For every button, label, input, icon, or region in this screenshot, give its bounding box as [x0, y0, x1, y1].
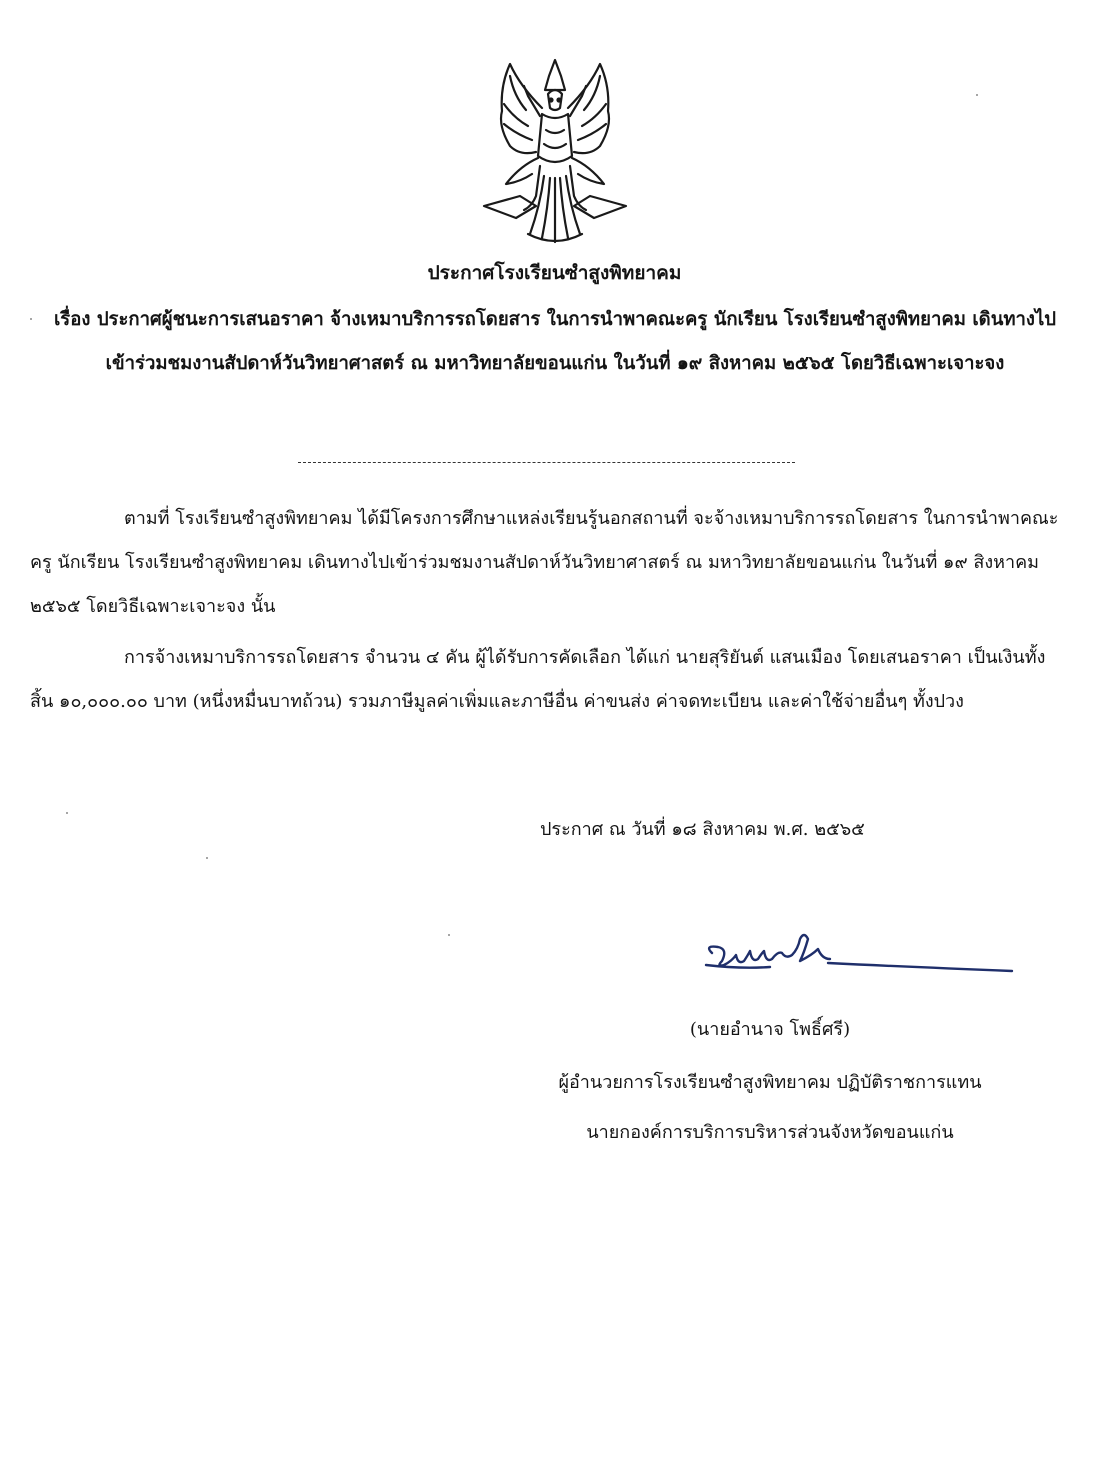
scan-speck [66, 812, 68, 814]
announcement-title: ประกาศโรงเรียนซำสูงพิทยาคม [427, 262, 682, 284]
signer-position: ผู้อำนวยการโรงเรียนซำสูงพิทยาคม ปฏิบัติราชการแทน [558, 1072, 982, 1093]
garuda-emblem-icon [480, 56, 630, 246]
body-paragraph-1: ตามที่ โรงเรียนซำสูงพิทยาคม ได้มีโครงการศึกษาแหล่งเรียนรู้นอกสถานที่ จะจ้างเหมาบริการรถโดยสาร ในการนำพาคณะครู นักเรียน โรงเรียนซำสูงพิทยาคม เดินทางไปเข้าร่วมชมงานสัปดาห์วันวิทยาศาสตร์ ณ มหาวิทยาลัยขอนแก่น ในวันที่ ๑๙ สิงหาคม ๒๕๖๕ โดยวิธีเฉพาะเจาะจง นั้น [30, 508, 1059, 617]
scan-speck [206, 857, 208, 859]
handwritten-signature [700, 925, 1020, 985]
announcement-subject: เรื่อง ประกาศผู้ชนะการเสนอราคา จ้างเหมาบริการรถโดยสาร ในการนำพาคณะครู นักเรียน โรงเรียนซำสูงพิทยาคม เดินทางไปเข้าร่วมชมงานสัปดาห์วันวิทยาศาสตร์ ณ มหาวิทยาลัยขอนแก่น ในวันที่ ๑๙ สิงหาคม ๒๕๖๕ โดยวิธีเฉพาะเจาะจง [53, 309, 1057, 374]
divider-line [298, 462, 795, 463]
announcement-date: ประกาศ ณ วันที่ ๑๘ สิงหาคม พ.ศ. ๒๕๖๕ [540, 819, 865, 840]
scan-speck [448, 934, 450, 936]
signer-position-2: นายกองค์การบริการบริหารส่วนจังหวัดขอนแก่น [586, 1122, 954, 1143]
signer-name: (นายอำนาจ โพธิ์ศรี) [689, 1019, 851, 1040]
body-paragraph-2: การจ้างเหมาบริการรถโดยสาร จำนวน ๔ คัน ผู้ได้รับการคัดเลือก ได้แก่ นายสุริยันต์ แสนเมือง โดยเสนอราคา เป็นเงินทั้งสิ้น ๑๐,๐๐๐.๐๐ บาท (หนึ่งหมื่นบาทถ้วน) รวมภาษีมูลค่าเพิ่มและภาษีอื่น ค่าขนส่ง ค่าจดทะเบียน และค่าใช้จ่ายอื่นๆ ทั้งปวง [30, 647, 1046, 712]
scan-speck [30, 318, 32, 320]
scan-speck [976, 94, 978, 96]
